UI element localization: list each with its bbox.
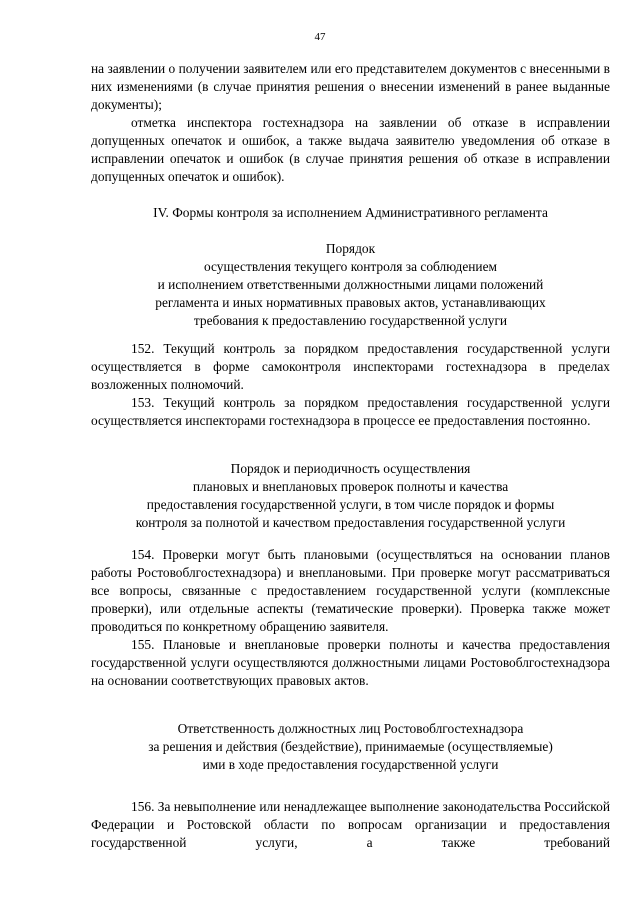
item-156: 156. За невыполнение или ненадлежащее выполнение законодательства Российской Федерации и Ростовской области по вопросам организации и предоставления государственной услуги, а также требований [91,799,610,850]
heading-line: осуществления текущего контроля за соблюдением [203,259,498,274]
heading-line: регламента и иных нормативных правовых актов, устанавливающих [155,295,546,310]
items-152-153 [91,340,610,430]
item-156-block [91,798,610,852]
heading-responsibility [91,720,610,774]
heading-line: за решения и действия (бездействие), принимаемые (осуществляемые) [148,739,553,754]
heading-line: плановых и внеплановых проверок полноты и качества [192,479,509,494]
item-153: 153. Текущий контроль за порядком предоставления государственной услуги осуществляется инспекторами гостехнадзора в процессе ее предоставления постоянно. [91,395,610,428]
heading-checks [91,460,610,532]
item-152: 152. Текущий контроль за порядком предоставления государственной услуги осуществляется в форме самоконтроля инспекторами гостехнадзора в пределах возложенных полномочий. [91,341,610,392]
section-title-block [91,204,610,222]
heading-line: требования к предоставлению государственной услуги [193,313,508,328]
items-154-155 [91,546,610,690]
page-number: 47 [314,31,326,43]
item-154: 154. Проверки могут быть плановыми (осуществляться на основании планов работы Ростовоблгостехнадзора) и внеплановыми. При проверке могут рассматриваться все вопросы, связанные с предоставлением государственной услуги (комплексные проверки), или отдельные аспекты (тематические проверки). Проверка также может проводиться по конкретному обращению заявителя. [91,547,610,634]
top-paragraphs [91,60,610,186]
heading-line: Порядок и периодичность осуществления [230,461,471,476]
paragraph: на заявлении о получении заявителем или его представителем документов с внесенными в них изменениями (в случае принятия решения о внесении изменений в ранее выданные документы); [91,61,610,112]
heading-line: предоставления государственной услуги, в том числе порядок и формы [146,497,555,512]
heading-title: Порядок [325,241,376,256]
paragraph: отметка инспектора гостехнадзора на заявлении об отказе в исправлении допущенных опечаток и ошибок, а также выдача заявителю уведомления об отказе в исправлении опечаток и ошибок (в случае принятия решения об отказе в исправлении допущенных опечаток и ошибок). [91,115,610,184]
heading-line: ими в ходе предоставления государственной услуги [202,757,499,772]
item-155: 155. Плановые и внеплановые проверки полноты и качества предоставления государственной услуги осуществляются должностными лицами Ростовоблгостехнадзора на основании соответствующих правовых актов. [91,637,610,688]
heading-line: контроля за полнотой и качеством предоставления государственной услуги [135,515,566,530]
heading-current-control [91,240,610,330]
section-title: IV. Формы контроля за исполнением Административного регламента [153,205,548,220]
heading-line: Ответственность должностных лиц Ростовоблгостехнадзора [177,721,524,736]
heading-line: и исполнением ответственными должностными лицами положений [157,277,544,292]
